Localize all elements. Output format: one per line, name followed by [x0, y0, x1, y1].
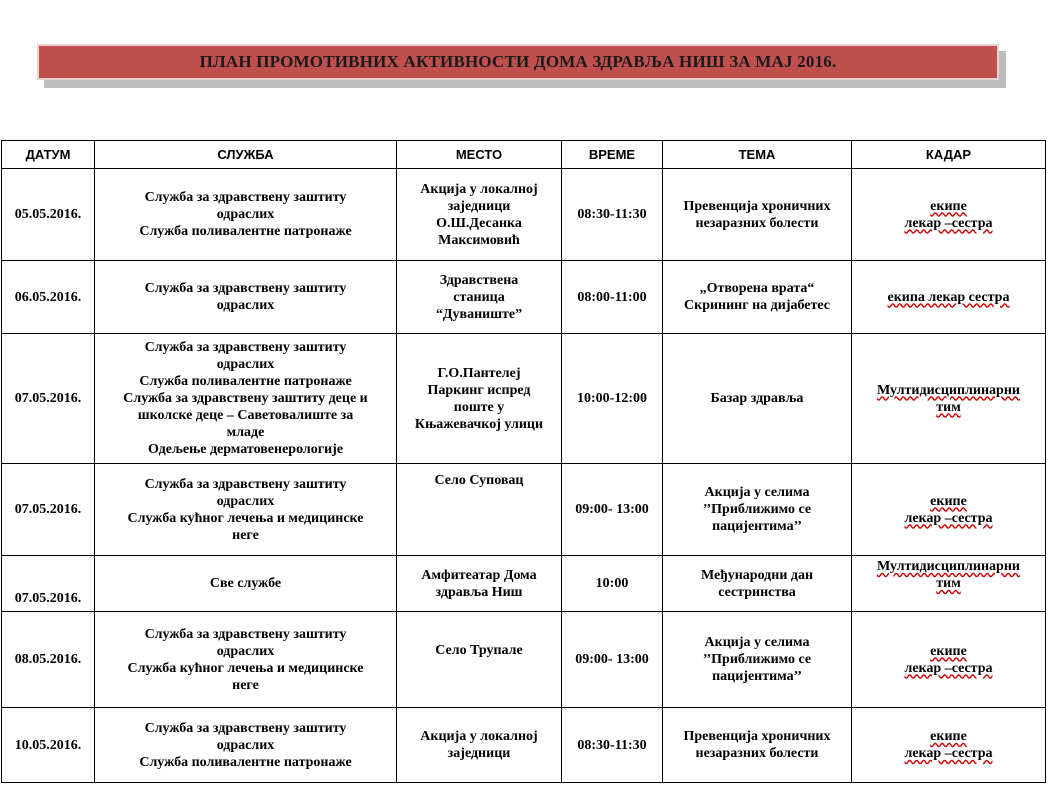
staff-cell: екипа лекар сестра — [852, 261, 1046, 334]
staff-cell: Мултидисциплинарни тим — [852, 334, 1046, 464]
place-cell: Акција у локалној заједници О.Ш.Десанка Максимовић — [397, 169, 562, 261]
service-cell: Служба за здравствену заштиту одраслих — [95, 261, 397, 334]
column-header-date: ДАТУМ — [2, 141, 95, 169]
time-cell: 08:30-11:30 — [562, 708, 663, 783]
staff-cell: екипе лекар –сестра — [852, 169, 1046, 261]
topic-cell: Превенција хроничних незаразних болести — [663, 169, 852, 261]
date-cell: 07.05.2016. — [2, 334, 95, 464]
date-cell: 07.05.2016. — [2, 464, 95, 556]
staff-cell: екипе лекар –сестра — [852, 708, 1046, 783]
place-cell: Г.О.Пантелеј Паркинг испред поште у Књажевачкој улици — [397, 334, 562, 464]
date-cell: 05.05.2016. — [2, 169, 95, 261]
activities-table — [1, 140, 1046, 783]
service-cell: Служба за здравствену заштиту одраслих Служба поливалентне патронаже Служба за здравствену заштиту деце и школске деце – Саветовалиште за младе Одељење дерматовенерологије — [95, 334, 397, 464]
place-cell: Акција у локалној заједници — [397, 708, 562, 783]
time-cell: 10:00-12:00 — [562, 334, 663, 464]
topic-cell: „Отворена врата“ Скрининг на дијабетес — [663, 261, 852, 334]
topic-cell: Превенција хроничних незаразних болести — [663, 708, 852, 783]
topic-cell: Међународни дан сестринства — [663, 556, 852, 612]
time-cell: 08:30-11:30 — [562, 169, 663, 261]
table-row — [2, 334, 1046, 464]
staff-cell: екипе лекар –сестра — [852, 612, 1046, 708]
service-cell: Служба за здравствену заштиту одраслих Служба кућног лечења и медицинске неге — [95, 464, 397, 556]
service-cell: Све службе — [95, 556, 397, 612]
time-cell: 09:00- 13:00 — [562, 612, 663, 708]
title-banner — [37, 44, 999, 80]
time-cell: 08:00-11:00 — [562, 261, 663, 334]
service-cell: Служба за здравствену заштиту одраслих Служба поливалентне патронаже — [95, 708, 397, 783]
topic-cell: Акција у селима ’’Приближимо се пацијентима’’ — [663, 464, 852, 556]
table-row — [2, 169, 1046, 261]
service-cell: Служба за здравствену заштиту одраслих Служба поливалентне патронаже — [95, 169, 397, 261]
column-header-staff: КАДАР — [852, 141, 1046, 169]
page-title: ПЛАН ПРОМОТИВНИХ АКТИВНОСТИ ДОМА ЗДРАВЉА НИШ ЗА МАЈ 2016. — [199, 52, 837, 71]
place-cell: Амфитеатар Дома здравља Ниш — [397, 556, 562, 612]
table-row — [2, 464, 1046, 556]
time-cell: 10:00 — [562, 556, 663, 612]
table-header-row — [2, 141, 1046, 169]
topic-cell: Базар здравља — [663, 334, 852, 464]
place-cell: Здравствена станица “Дуваниште” — [397, 261, 562, 334]
place-cell: Село Суповац — [397, 464, 562, 556]
date-cell: 10.05.2016. — [2, 708, 95, 783]
date-cell: 08.05.2016. — [2, 612, 95, 708]
staff-cell: екипе лекар –сестра — [852, 464, 1046, 556]
place-cell: Село Трупале — [397, 612, 562, 708]
column-header-time: ВРЕМЕ — [562, 141, 663, 169]
table-row — [2, 708, 1046, 783]
date-cell: 07.05.2016. — [2, 556, 95, 612]
column-header-service: СЛУЖБА — [95, 141, 397, 169]
service-cell: Служба за здравствену заштиту одраслих Служба кућног лечења и медицинске неге — [95, 612, 397, 708]
date-cell: 06.05.2016. — [2, 261, 95, 334]
table-row — [2, 612, 1046, 708]
column-header-place: МЕСТО — [397, 141, 562, 169]
column-header-topic: ТЕМА — [663, 141, 852, 169]
topic-cell: Акција у селима ’’Приближимо се пацијентима’’ — [663, 612, 852, 708]
time-cell: 09:00- 13:00 — [562, 464, 663, 556]
staff-cell: Мултидисциплинарни тим — [852, 556, 1046, 612]
table-row — [2, 556, 1046, 612]
table-row — [2, 261, 1046, 334]
